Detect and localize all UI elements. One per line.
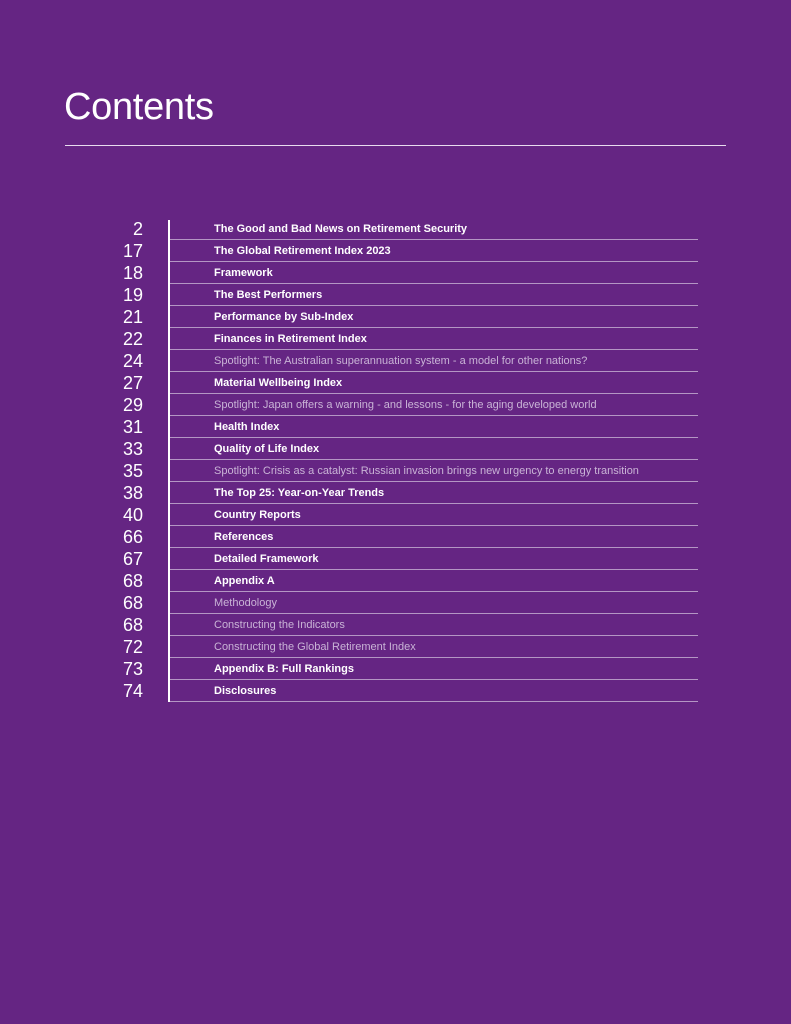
toc-entry-title[interactable]: Constructing the Indicators <box>214 619 345 631</box>
toc-page-number: 68 <box>122 615 143 635</box>
toc-entry[interactable] <box>100 482 700 504</box>
toc-entry[interactable] <box>100 680 700 702</box>
page-title: Contents <box>64 86 214 128</box>
title-divider <box>65 145 726 146</box>
toc-entry-title[interactable]: Spotlight: The Australian superannuation system - a model for other nations? <box>214 355 588 367</box>
toc-entry-title[interactable]: Appendix B: Full Rankings <box>214 663 354 675</box>
toc-page-number: 68 <box>122 593 143 613</box>
toc-entry-title[interactable]: Spotlight: Crisis as a catalyst: Russian invasion brings new urgency to energy transition <box>214 465 639 477</box>
toc-entry[interactable] <box>100 658 700 680</box>
toc-entry-title[interactable]: Disclosures <box>214 685 277 697</box>
toc-entry-title[interactable]: References <box>214 531 274 543</box>
toc-page-number: 27 <box>122 373 143 393</box>
toc-entry-title[interactable]: The Top 25: Year-on-Year Trends <box>214 487 385 499</box>
toc-entry[interactable] <box>100 460 700 482</box>
toc-entry[interactable] <box>100 284 700 306</box>
toc-entry-title[interactable]: Quality of Life Index <box>214 443 320 455</box>
toc-entry[interactable] <box>100 548 700 570</box>
toc-page-number: 33 <box>122 439 143 459</box>
toc-page-number: 38 <box>122 483 143 503</box>
toc-page-number: 21 <box>122 307 143 327</box>
toc-entry-title[interactable]: Performance by Sub-Index <box>214 311 354 323</box>
toc-entry[interactable] <box>100 328 700 350</box>
toc-page-number: 66 <box>122 527 143 547</box>
toc-entry-title[interactable]: Spotlight: Japan offers a warning - and lessons - for the aging developed world <box>214 399 597 411</box>
toc-entry-title[interactable]: The Good and Bad News on Retirement Security <box>214 223 468 235</box>
toc-entry[interactable] <box>100 262 700 284</box>
toc-page-number: 31 <box>122 417 143 437</box>
toc-entry-title[interactable]: Finances in Retirement Index <box>214 333 367 345</box>
toc-entry[interactable] <box>100 306 700 328</box>
toc-entry[interactable] <box>100 614 700 636</box>
table-of-contents <box>100 218 700 702</box>
toc-entry[interactable] <box>100 416 700 438</box>
toc-row-divider <box>170 701 698 702</box>
toc-entry[interactable] <box>100 240 700 262</box>
toc-page-number: 68 <box>122 571 143 591</box>
toc-page-number: 19 <box>122 285 143 305</box>
toc-entry-title[interactable]: Country Reports <box>214 509 301 521</box>
toc-page-number: 2 <box>132 219 143 239</box>
toc-entry-title[interactable]: Appendix A <box>214 575 275 587</box>
toc-entry-title[interactable]: Methodology <box>214 597 277 609</box>
toc-entry[interactable] <box>100 504 700 526</box>
toc-entry[interactable] <box>100 438 700 460</box>
toc-page-number: 24 <box>122 351 143 371</box>
toc-page-number: 22 <box>122 329 143 349</box>
toc-page-number: 40 <box>122 505 143 525</box>
toc-entry-title[interactable]: Material Wellbeing Index <box>214 377 343 389</box>
toc-entry[interactable] <box>100 570 700 592</box>
toc-entry-title[interactable]: Health Index <box>214 421 280 433</box>
toc-entry[interactable] <box>100 394 700 416</box>
toc-page-number: 17 <box>122 241 143 261</box>
toc-entry-title[interactable]: The Global Retirement Index 2023 <box>214 245 391 257</box>
toc-entry[interactable] <box>100 592 700 614</box>
toc-entry[interactable] <box>100 218 700 240</box>
toc-entry[interactable] <box>100 526 700 548</box>
toc-page-number: 74 <box>122 681 143 701</box>
toc-entry-title[interactable]: Constructing the Global Retirement Index <box>214 641 416 653</box>
toc-entry[interactable] <box>100 636 700 658</box>
toc-entry[interactable] <box>100 372 700 394</box>
toc-entry-title[interactable]: Framework <box>214 267 273 279</box>
toc-page-number: 29 <box>122 395 143 415</box>
toc-entry-title[interactable]: The Best Performers <box>214 289 323 301</box>
toc-page-number: 72 <box>122 637 143 657</box>
toc-page-number: 35 <box>122 461 143 481</box>
toc-page-number: 73 <box>122 659 143 679</box>
toc-entry-title[interactable]: Detailed Framework <box>214 553 319 565</box>
toc-page-number: 18 <box>122 263 143 283</box>
toc-entry[interactable] <box>100 350 700 372</box>
toc-page-number: 67 <box>122 549 143 569</box>
